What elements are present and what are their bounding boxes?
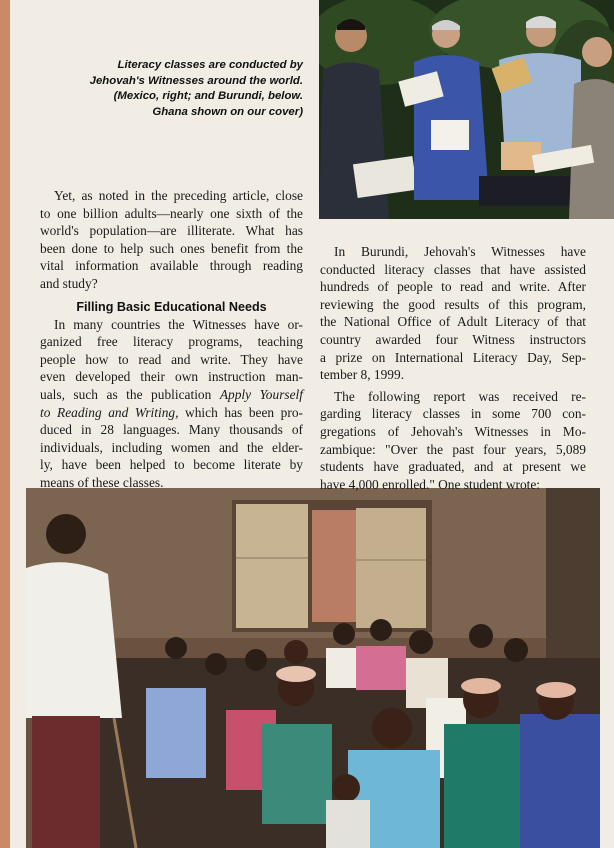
body-line: to one billion adults—nearly one sixth of the [40,205,303,221]
section-subheading: Filling Basic Educational Needs [76,299,267,314]
body-line: vital information available through reading [40,258,303,274]
article-column-right [320,243,586,493]
body-text: which has been pro- [178,404,303,420]
body-line [40,386,303,404]
body-line: students have graduated, and at present we [320,459,586,475]
photo-caption [40,58,303,120]
body-line: the National Office of Adult Literacy of that [320,314,586,330]
caption-line: Ghana shown on our cover) [152,105,303,118]
body-line [40,404,303,422]
body-text: uals, such as the publication [40,386,220,402]
body-line: duced in 28 languages. Many thousands of [40,422,303,438]
body-line: gregations of Jehovah's Witnesses in Mo- [320,423,586,439]
caption-line: (Mexico, right; and Burundi, below. [113,90,303,102]
body-line: In Burundi, Jehovah's Witnesses have [334,244,586,259]
photo-literacy-class-mexico [319,0,614,219]
body-line: have 4,000 enrolled." One student wrote: [320,476,541,492]
publication-title: to Reading and Writing, [40,404,179,420]
body-line: In many countries the Witnesses have or- [54,316,303,332]
caption-line: Literacy classes are conducted by [117,59,303,71]
body-line: individuals, including women and the elder- [40,439,303,455]
body-line: reviewing the good results of this program, [320,296,586,312]
body-line: and study? [40,275,98,291]
body-line: a prize on International Literacy Day, Sep- [320,349,586,365]
body-line: garding literacy classes in some 700 con- [320,406,586,422]
body-line: zambique: "Over the past four years, 5,089 [320,441,586,457]
body-line: people how to read and write. They have [40,351,303,367]
body-line: tember 8, 1999. [320,367,405,383]
photo-burundi-illustration [26,488,600,848]
body-line: hundreds of people to read and write. After [320,279,586,295]
photo-mexico-illustration [319,0,614,219]
body-line: The following report was received re- [334,388,586,404]
body-line: even developed their own instruction man- [40,369,303,385]
caption-line: Jehovah's Witnesses around the world. [89,74,303,87]
body-line: country awarded four Witness instructors [320,331,586,347]
photo-literacy-class-burundi [26,488,600,848]
body-line: conducted literacy classes that have assisted [320,261,586,277]
article-column-left [40,187,303,492]
body-line: ganized free literacy programs, teaching [40,334,303,350]
body-line: world's population—are illiterate. What has [40,223,303,239]
body-line: Yet, as noted in the preceding article, close [54,188,303,203]
body-line: been done to help such ones benefit from the [40,240,303,256]
publication-title: Apply Yourself [219,386,303,402]
body-line: means of these classes. [40,474,164,490]
body-line: ly, have been helped to become literate by [40,457,303,473]
students-crowd [96,619,600,848]
